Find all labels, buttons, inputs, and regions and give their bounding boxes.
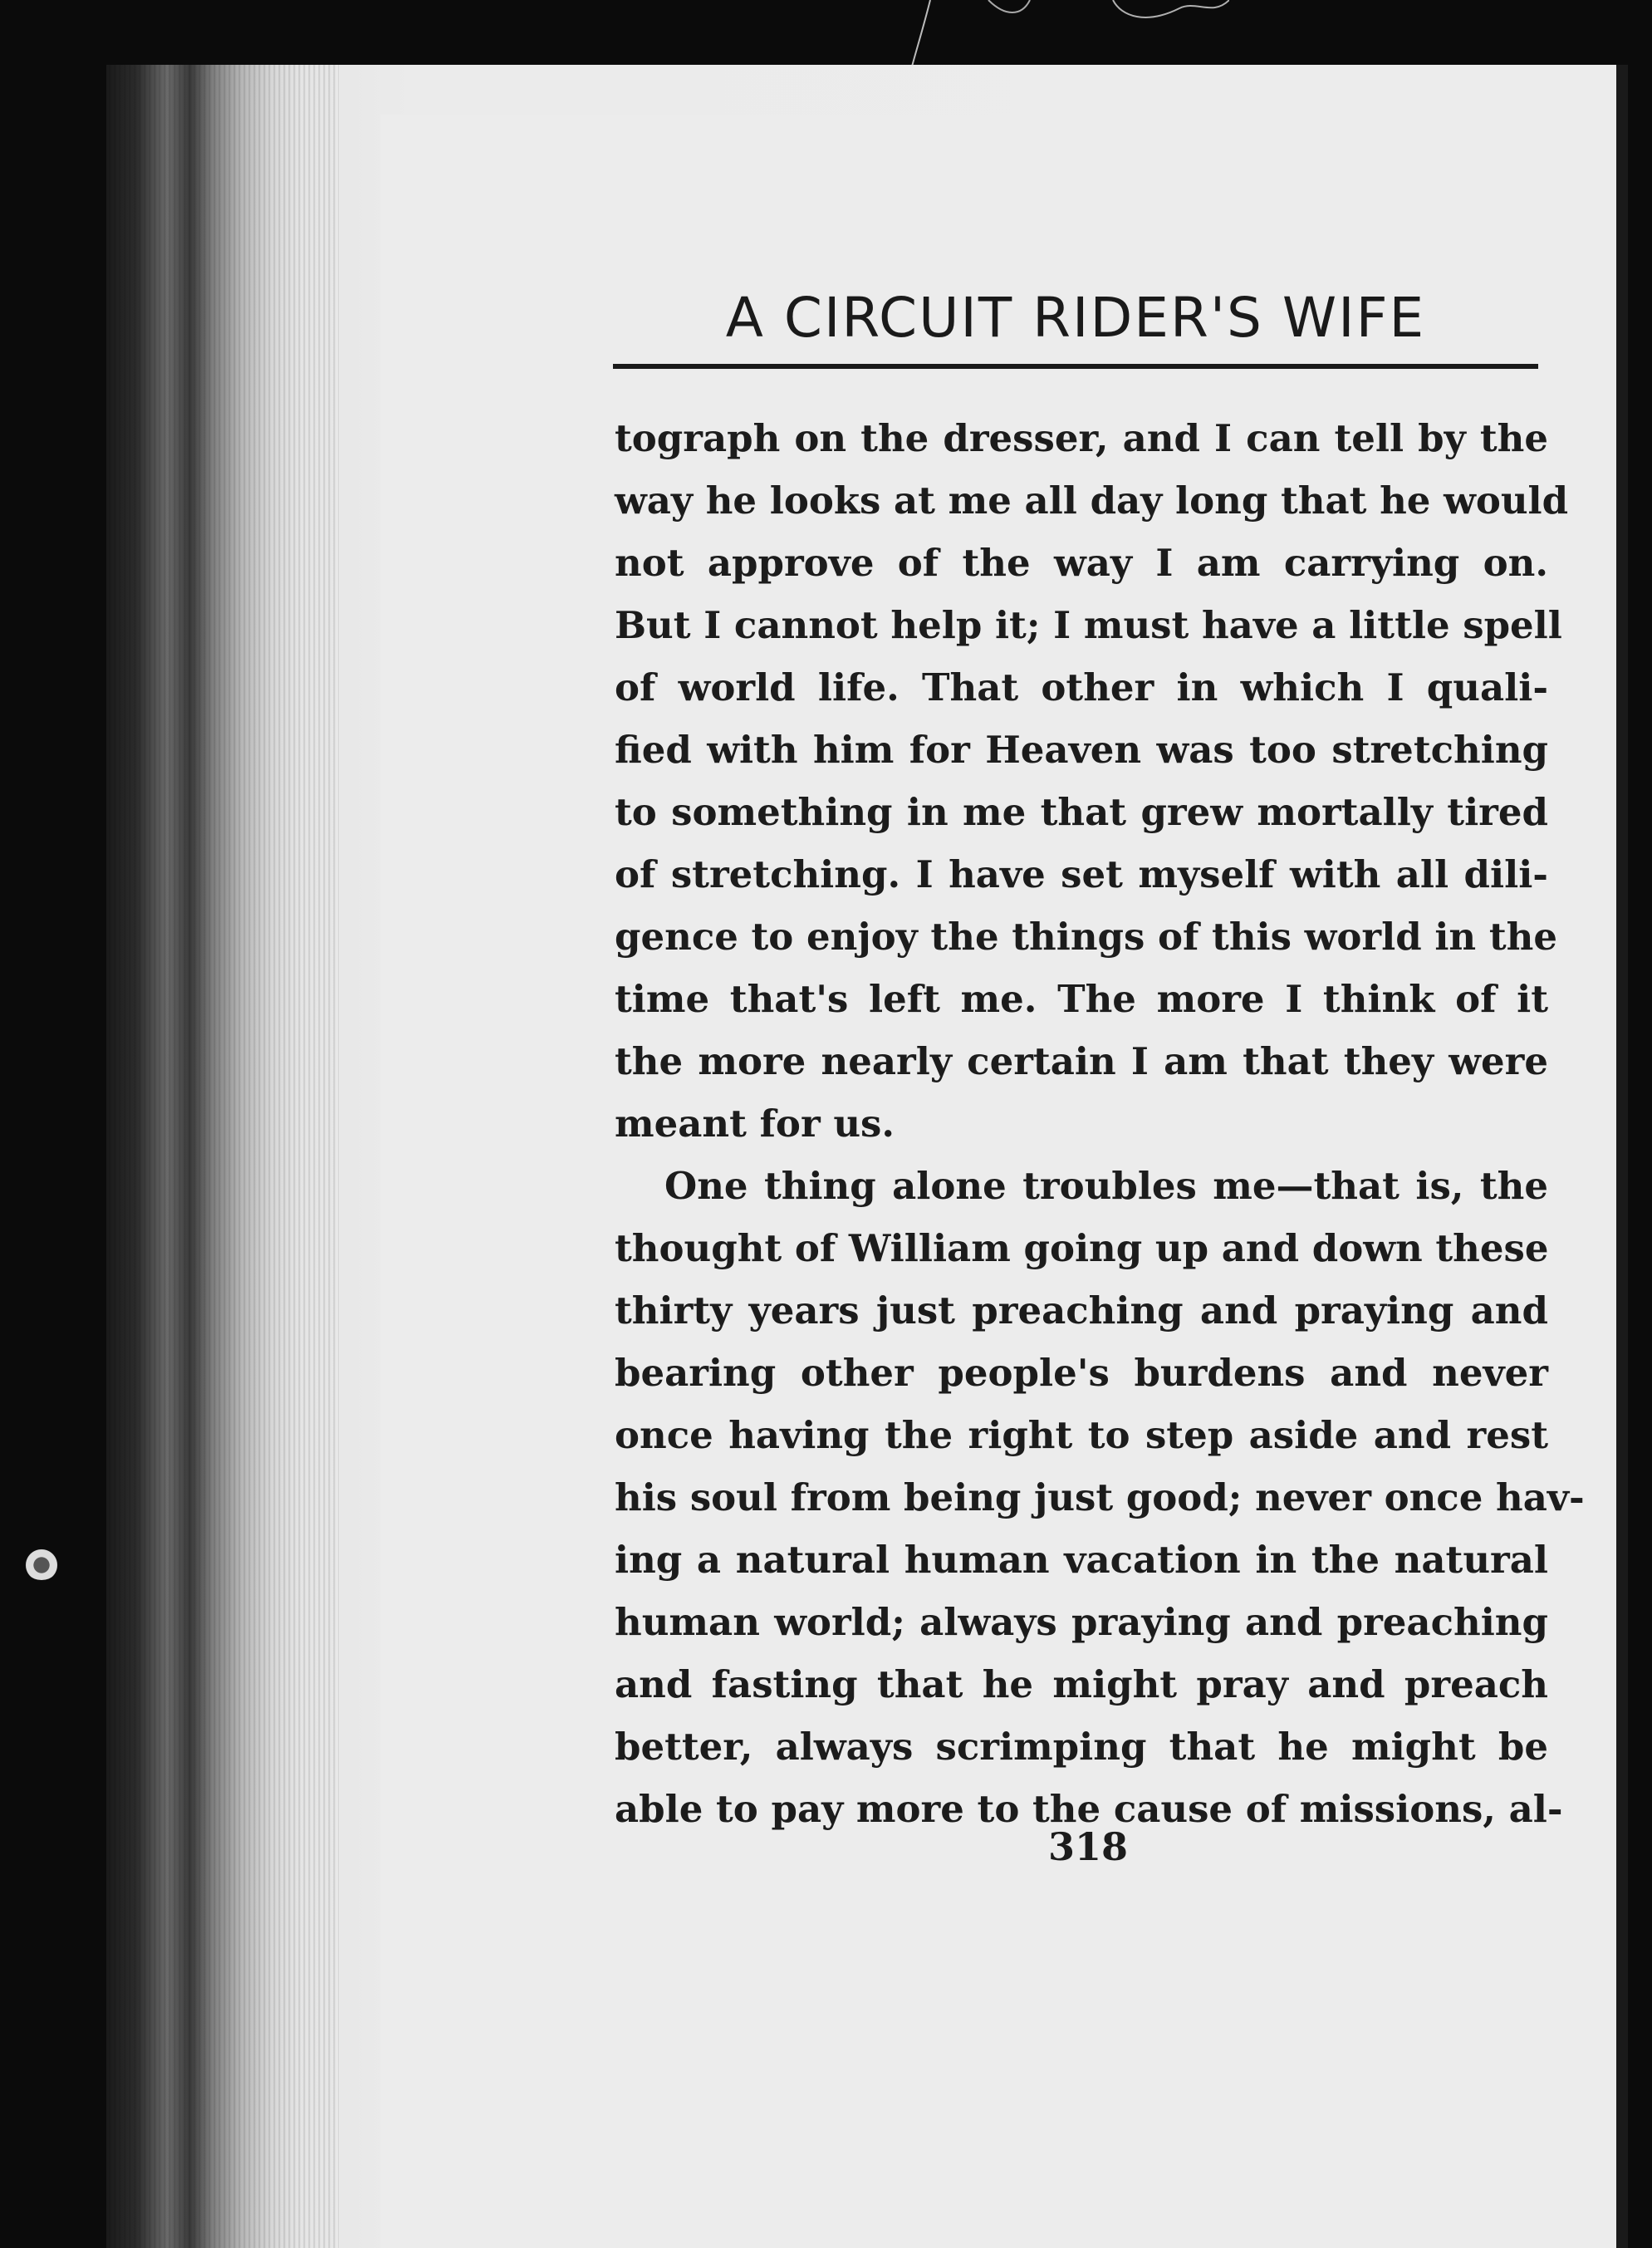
book-right-edge bbox=[1616, 65, 1628, 2248]
text-line: the more nearly certain I am that they were bbox=[615, 1039, 1548, 1083]
running-head: A CIRCUIT RIDER'S WIFE bbox=[725, 286, 1426, 350]
text-line: better, always scrimping that he might be bbox=[615, 1725, 1548, 1769]
text-line: of stretching. I have set myself with all dili- bbox=[615, 852, 1548, 896]
text-line: thirty years just preaching and praying and bbox=[615, 1288, 1548, 1333]
text-line: bearing other people's burdens and never bbox=[615, 1351, 1548, 1395]
text-line: fied with him for Heaven was too stretching bbox=[615, 728, 1548, 772]
text-line: ing a natural human vacation in the natural bbox=[615, 1538, 1548, 1582]
text-line: thought of William going up and down these bbox=[615, 1226, 1549, 1270]
text-line: once having the right to step aside and rest bbox=[615, 1413, 1548, 1457]
body-text bbox=[615, 407, 1585, 1840]
text-line: to something in me that grew mortally tired bbox=[615, 790, 1548, 834]
text-line: human world; always praying and preaching bbox=[615, 1600, 1548, 1644]
text-line: his soul from being just good; never once hav- bbox=[615, 1475, 1585, 1519]
text-line: tograph on the dresser, and I can tell by the bbox=[615, 416, 1548, 460]
text-line: able to pay more to the cause of missions, al- bbox=[615, 1787, 1563, 1831]
running-head-rule bbox=[613, 364, 1538, 369]
text-line: One thing alone troubles me—that is, the bbox=[664, 1164, 1548, 1208]
text-line: and fasting that he might pray and preach bbox=[615, 1662, 1548, 1706]
text-line: not approve of the way I am carrying on. bbox=[615, 541, 1548, 585]
page-number: 318 bbox=[1047, 1824, 1129, 1869]
ink-blot-mark bbox=[23, 1547, 60, 1580]
text-line: way he looks at me all day long that he would bbox=[615, 479, 1569, 523]
page-edges bbox=[106, 65, 339, 2248]
text-line: meant for us. bbox=[615, 1102, 895, 1146]
text-line: time that's left me. The more I think of it bbox=[615, 977, 1548, 1021]
text-line: gence to enjoy the things of this world in the bbox=[615, 915, 1557, 959]
text-line: But I cannot help it; I must have a little spell bbox=[615, 603, 1562, 647]
text-line: of world life. That other in which I quali- bbox=[615, 665, 1548, 709]
